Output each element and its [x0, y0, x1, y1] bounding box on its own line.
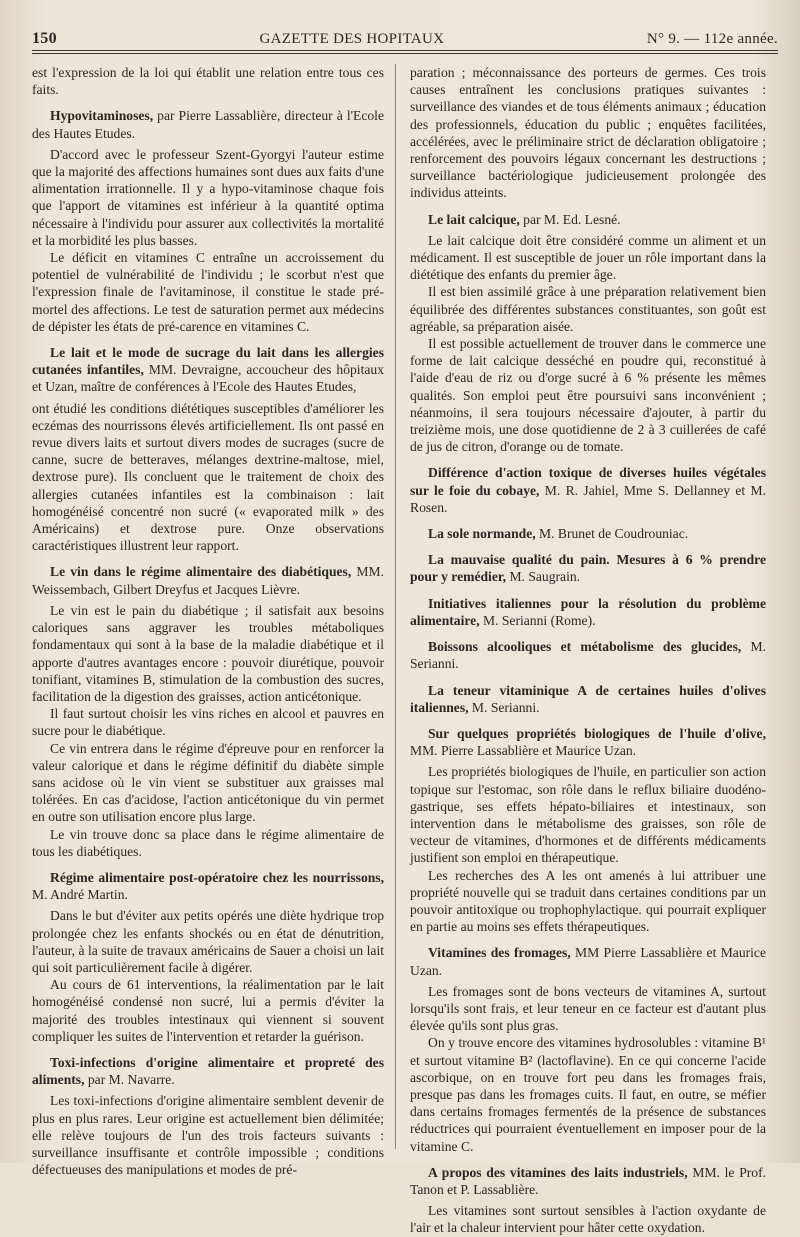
paragraph: Ce vin entrera dans le régime d'épreuve pour en renforcer la valeur calorique et dans le régime définitif du diabète simple sans acidose où le vin vient se substituer aux graisses mal tolérées. En cas d'acidose, l'action anticétonique du vin permet en outre son utilisation encore plus large. [32, 740, 384, 825]
paragraph: Les recherches des A les ont amenés à lui attribuer une propriété nouvelle qui se traduit dans certaines conditions par un pouvoir antitoxique ou trophophylactique. qui pourrait expliquer en partie au moins ses effets thérapeutiques. [410, 867, 766, 935]
article-huiles-olives [410, 682, 766, 716]
article-huile-olive-proprietes [410, 725, 766, 935]
article-huiles-vegetales [410, 464, 766, 516]
article-hypovitaminoses [32, 107, 384, 335]
article-title: Hypovitaminoses, par Pierre Lassablière, directeur à l'Ecole des Hautes Etudes. [32, 108, 384, 141]
article-title: Le lait calcique, par M. Ed. Lesné. [428, 211, 621, 227]
running-header [32, 26, 778, 52]
article-vin-diabetiques [32, 563, 384, 859]
header-rule-double [32, 53, 778, 54]
article-regime-post-operatoire [32, 869, 384, 1045]
paragraph: Les toxi-infections d'origine alimentaire semblent devenir de plus en plus rares. Leur origine est actuellement bien délimitée; elle relève toujours de l'un des trois facteurs suivants : surveillance insuffisante et contrôle impossible ; conditions défectueuses des manipulations et modes de pré- [32, 1093, 384, 1178]
article-toxi-infections [32, 1054, 384, 1178]
paragraph: Au cours de 61 interventions, la réalimentation par le lait homogénéisé condensé non sucré, lui a permis d'éviter la majorité des troubles intestinaux qui viennent si souvent compliquer les suites de l'intervention et retarder la guérison. [32, 977, 384, 1044]
intro-section [32, 64, 384, 98]
article-title: Sur quelques propriétés biologiques de l'huile d'olive, MM. Pierre Lassablière et Maurice Uzan. [410, 725, 766, 759]
continuation [410, 64, 766, 202]
paragraph: Il faut surtout choisir les vins riches en alcool et pauvres en sucre pour le diabétique. [32, 706, 384, 739]
paragraph: Les vitamines sont surtout sensibles à l'action oxydante de l'air et la chaleur intervient pour hâter cette oxydation. [410, 1203, 766, 1236]
article-lait-sucrage [32, 344, 384, 554]
paragraph: Il est possible actuellement de trouver dans le commerce une forme de lait calcique desséché en poudre qui, reconstitué à l'aide d'eau de riz ou d'orge sucré à 6 % présente les mêmes qualités. Son emploi peut être poursuivi sans inconvénient ; néanmoins, il sera toujours nécessaire d'ajouter, à partir du treizième mois, une dose quotidienne de 2 à 3 cuillerées de café de jus de citron, d'orange ou de tomate. [410, 336, 766, 455]
article-sole-normande [410, 525, 766, 542]
article-title: La teneur vitaminique A de certaines huiles d'olives italiennes, M. Serianni. [410, 682, 766, 715]
article-title: Boissons alcooliques et métabolisme des glucides, M. Serianni. [410, 639, 767, 672]
article-title: Le lait et le mode de sucrage du lait dans les allergies cutanées infantiles, MM. Devraigne, accoucheur des hôpitaux et Uzan, maître de conférences à l'Ecole des Hautes Etudes, [32, 345, 384, 395]
article-title: Différence d'action toxique de diverses huiles végétales sur le foie du cobaye, M. R. Jahiel, Mme S. Dellanney et M. Rosen. [410, 465, 766, 515]
journal-title: GAZETTE DES HOPITAUX [259, 30, 445, 47]
header-rule [32, 50, 778, 51]
article-initiatives-italiennes [410, 595, 766, 629]
paragraph: Le lait calcique doit être considéré comme un aliment et un médicament. Il est susceptible de jouer un rôle important dans la diététique des enfants du premier âge. [410, 232, 766, 283]
article-title: Vitamines des fromages, MM Pierre Lassablière et Maurice Uzan. [410, 945, 766, 978]
article-title: A propos des vitamines des laits industriels, MM. le Prof. Tanon et P. Lassablière. [410, 1164, 766, 1197]
paragraph: paration ; méconnaissance des porteurs de germes. Ces trois causes entraînent les conclusions pratiques suivantes : surveillance des viandes et de tous éléments animaux ; éducation des professionnels, éducation du public ; enquêtes facilitées, accélérées, avec le préliminaire strict de déclaration obligatoire ; renforcement des pouvoirs légaux concernant les destructions ; surveillance bactériologique judicieusement prolongée des individus atteints. [410, 65, 766, 201]
paragraph: est l'expression de la loi qui établit une relation entre tous ces faits. [32, 65, 384, 98]
paragraph: Le vin est le pain du diabétique ; il satisfait aux besoins caloriques sans aggraver les troubles métaboliques fondamentaux qui sont à la base de la maladie diabétique et il apporte d'autres avantages encore : pouvoir diurétique, pouvoir tonifiant, vitamines B, stimulation de la combustion des sucres, facilitation de la digestion des graisses, action anticétonique. [32, 602, 384, 704]
right-column [410, 64, 766, 1237]
article-title: Initiatives italiennes pour la résolution du problème alimentaire, M. Serianni (Rome). [410, 595, 766, 628]
article-title: La mauvaise qualité du pain. Mesures à 6 % prendre pour y remédier, M. Saugrain. [410, 552, 766, 585]
paragraph: Les propriétés biologiques de l'huile, en particulier son action topique sur l'estomac, son rôle dans le reflux biliaire duodéno-gastrique, ses effets hépato-biliaires et intestinaux, son intervention dans le métabolisme des graisses, son rôle de vecteur de vitamines, d'hormones et de différents médicaments justifient son emploi en thérapeutique. [410, 764, 766, 866]
paragraph: Les fromages sont de bons vecteurs de vitamines A, surtout lorsqu'ils sont frais, et leur teneur en ce facteur est d'autant plus élevée qu'ils sont plus gras. [410, 983, 766, 1034]
article-vitamines-laits [410, 1164, 766, 1237]
paragraph: Dans le but d'éviter aux petits opérés une diète hydrique trop prolongée chez les enfants shockés ou en état de dénutrition, l'auteur, à la suite de travaux américains de Sauer a choisi un lait qui soit particulièrement facile à digérer. [32, 908, 384, 975]
paragraph: On y trouve encore des vitamines hydrosolubles : vitamine B¹ et surtout vitamine B² (lactoflavine). En ce qui concerne l'acide ascorbique, on en trouve fort peu dans les fromages frais, presque pas dans les fromages cuits. Il faut, en outre, se méfier dans certains fromages fermentés de la présence de substances réductrices qui pourraient éventuellement en imposer pour de la vitamine C. [410, 1035, 766, 1154]
left-column [32, 64, 384, 1178]
article-qualite-pain [410, 551, 766, 585]
article-title: Toxi-infections d'origine alimentaire et propreté des aliments, par M. Navarre. [32, 1054, 384, 1088]
article-title: La sole normande, M. Brunet de Coudrouniac. [428, 526, 689, 542]
article-title: Le vin dans le régime alimentaire des diabétiques, MM. Weissembach, Gilbert Dreyfus et Jacques Lièvre. [32, 564, 384, 597]
issue-info: N° 9. — 112e année. [646, 30, 778, 47]
paragraph: Il est bien assimilé grâce à une préparation relativement bien équilibrée des différentes substances constituantes, son goût est agréable, sa préparation aisée. [410, 284, 766, 334]
column-divider [395, 64, 396, 1149]
page-number: 150 [32, 30, 57, 47]
article-boissons-alcooliques [410, 638, 766, 672]
article-vitamines-fromages [410, 944, 766, 1154]
paragraph: D'accord avec le professeur Szent-Gyorgyi l'auteur estime que la majorité des affections humaines sont dues aux faits d'une alimentation irrationnelle. Il y a hypo-vitaminose chaque fois que l'apport de vitamines est inférieur à la quantité optima nécessaire à l'individu pour assurer aux collectivités la mortalité et la morbidité les plus basses. [32, 146, 384, 248]
paragraph: Le vin trouve donc sa place dans le régime alimentaire de tous les diabétiques. [32, 826, 384, 859]
article-title: Régime alimentaire post-opératoire chez les nourrissons, M. André Martin. [32, 869, 384, 903]
article-lait-calcique [410, 211, 766, 456]
paragraph: Le déficit en vitamines C entraîne un accroissement du potentiel de vulnérabilité de l'individu ; le scorbut n'est que l'expression finale de l'avitaminose, il constitue le stade pré-mortel des affections. Le test de saturation permet aux médecins de dépister les états de pré-carence en vitamines C. [32, 250, 384, 334]
paragraph: ont étudié les conditions diététiques susceptibles d'améliorer les eczémas des nourrissons élevés artificiellement. Ils ont passé en revue divers laits et surtout divers modes de sucrages (sucre de canne, sucre de betteraves, mélanges dextrine-maltose, miel, dextrose pure). Ils concluent que le traitement de choix des allergies cutanées infantiles est la combinaison : lait homogénéisé concentré non sucré (« evaporated milk » des Américains) et dextrose pure. Onze observations caractéristiques illustrent leur rapport. [32, 400, 384, 554]
